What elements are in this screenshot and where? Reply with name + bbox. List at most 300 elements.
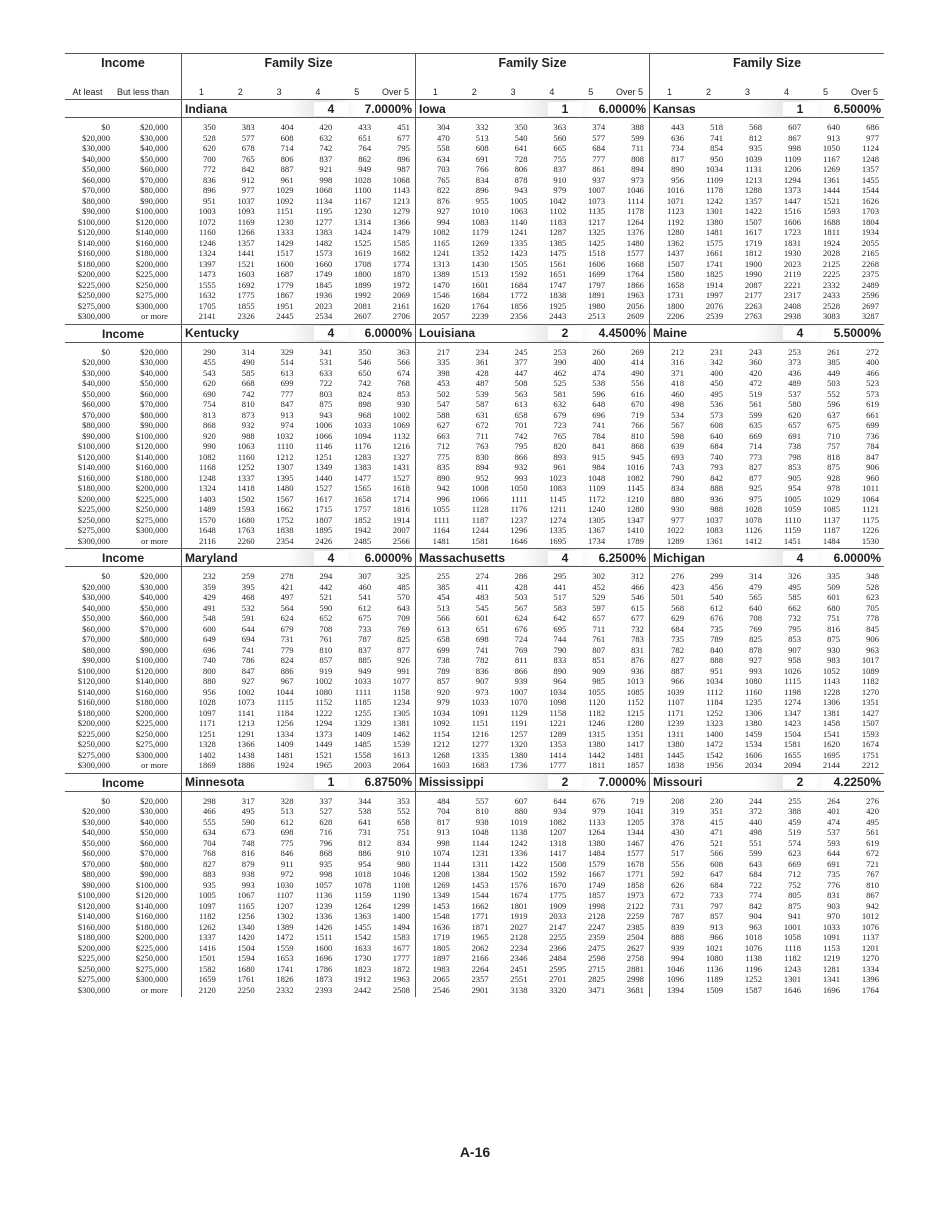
table-cell: 230 xyxy=(710,795,723,806)
table-cell: 2166 xyxy=(471,953,489,963)
table-cell: 1579 xyxy=(587,858,606,869)
table-cell: 420 xyxy=(319,122,333,132)
table-cell: 383 xyxy=(241,122,255,132)
table-cell: 1655 xyxy=(783,749,801,760)
table-cell: 1248 xyxy=(861,153,879,164)
table-cell: 1420 xyxy=(237,932,255,942)
table-cell: 793 xyxy=(710,462,723,472)
table-row xyxy=(416,483,649,494)
table-cell: 1761 xyxy=(237,974,255,984)
table-cell: 1151 xyxy=(471,718,489,728)
table-cell: 2268 xyxy=(861,258,879,269)
table-row xyxy=(416,525,649,536)
table-cell: 738 xyxy=(436,655,450,665)
table-cell: 1703 xyxy=(861,206,879,216)
table-cell: 1425 xyxy=(587,237,606,248)
table-cell: 1869 xyxy=(198,760,216,770)
income-row xyxy=(65,259,181,270)
income-row xyxy=(65,571,181,582)
table-cell: 840 xyxy=(710,644,723,655)
table-cell: 880 xyxy=(514,806,528,816)
income-less-than: $200,000 xyxy=(135,932,168,942)
table-cell: 680 xyxy=(827,602,840,613)
table-cell: 1749 xyxy=(587,879,606,890)
table-cell: 1852 xyxy=(353,514,372,525)
table-cell: 663 xyxy=(436,430,450,441)
table-cell: 517 xyxy=(671,848,684,858)
table-cell: 1158 xyxy=(393,686,410,697)
table-cell: 607 xyxy=(514,795,528,806)
table-cell: 1751 xyxy=(861,749,879,760)
table-cell: 1577 xyxy=(626,848,644,858)
table-cell: 943 xyxy=(514,185,528,195)
table-cell: 3471 xyxy=(587,984,606,995)
table-row xyxy=(182,613,415,624)
table-cell: 1481 xyxy=(626,749,644,760)
table-cell: 837 xyxy=(319,153,333,164)
table-cell: 436 xyxy=(788,367,801,378)
table-cell: 744 xyxy=(553,634,567,644)
table-cell: 1455 xyxy=(353,921,372,932)
table-cell: 847 xyxy=(241,665,255,676)
table-cell: 278 xyxy=(280,571,294,581)
table-cell: 1029 xyxy=(276,185,294,195)
table-row xyxy=(416,515,649,526)
table-cell: 2359 xyxy=(587,932,606,942)
table-cell: 628 xyxy=(319,816,333,827)
table-cell: 563 xyxy=(514,388,528,399)
income-less-than: $80,000 xyxy=(140,634,168,644)
table-cell: 1620 xyxy=(432,300,450,311)
table-cell: 1050 xyxy=(822,143,840,153)
table-cell: 1108 xyxy=(393,879,410,890)
table-cell: 741 xyxy=(592,420,606,430)
table-cell: 613 xyxy=(280,367,294,378)
table-row xyxy=(182,206,415,217)
table-cell: 768 xyxy=(202,848,216,858)
table-cell: 862 xyxy=(358,153,372,164)
table-row xyxy=(416,206,649,217)
income-less-than: $140,000 xyxy=(135,227,168,237)
table-cell: 517 xyxy=(553,592,567,602)
table-cell: 1445 xyxy=(666,749,684,760)
table-cell: 1228 xyxy=(822,686,840,697)
family-size-title: Family Size xyxy=(264,56,333,70)
table-cell: 1311 xyxy=(667,728,684,739)
table-cell: 596 xyxy=(827,399,840,409)
table-cell: 810 xyxy=(866,879,879,890)
table-cell: 2607 xyxy=(353,311,372,321)
table-cell: 1789 xyxy=(626,535,644,546)
state-header-kentucky xyxy=(182,324,416,343)
table-cell: 1521 xyxy=(315,749,333,760)
table-cell: 993 xyxy=(749,665,762,676)
table-cell: 1222 xyxy=(315,707,333,718)
table-row xyxy=(182,410,415,421)
table-cell: 1069 xyxy=(392,420,410,430)
income-at-least: $50,000 xyxy=(82,837,110,848)
table-cell: 1070 xyxy=(510,697,528,707)
table-row xyxy=(182,708,415,719)
table-cell: 1530 xyxy=(861,535,879,546)
table-cell: 1146 xyxy=(315,441,333,451)
table-cell: 1357 xyxy=(237,237,255,248)
table-cell: 585 xyxy=(241,367,255,378)
state-values-massachusetts xyxy=(416,567,650,773)
table-cell: 1963 xyxy=(626,290,644,300)
table-cell: 378 xyxy=(671,816,684,827)
table-cell: 1380 xyxy=(587,739,606,749)
table-cell: 1008 xyxy=(471,483,489,493)
table-row xyxy=(182,185,415,196)
table-cell: 1426 xyxy=(315,921,333,932)
table-cell: 743 xyxy=(671,462,684,472)
table-row xyxy=(650,655,884,666)
table-cell: 259 xyxy=(241,571,255,581)
table-cell: 612 xyxy=(358,602,372,613)
table-cell: 1221 xyxy=(549,718,567,728)
table-cell: 1699 xyxy=(587,269,606,279)
table-cell: 2027 xyxy=(510,921,528,932)
income-less-than: $20,000 xyxy=(140,346,168,357)
income-at-least: $225,000 xyxy=(77,728,110,739)
table-cell: 684 xyxy=(710,879,723,890)
table-cell: 928 xyxy=(827,472,840,483)
table-cell: 1696 xyxy=(315,953,333,963)
table-cell: 1307 xyxy=(276,462,294,472)
table-cell: 1329 xyxy=(353,718,372,728)
table-cell: 2023 xyxy=(783,258,801,269)
table-cell: 766 xyxy=(631,420,644,430)
table-cell: 546 xyxy=(358,357,372,367)
table-cell: 670 xyxy=(631,399,644,409)
table-cell: 1071 xyxy=(666,195,684,206)
table-cell: 532 xyxy=(241,602,255,613)
table-cell: 754 xyxy=(202,399,216,409)
table-cell: 398 xyxy=(436,367,450,378)
table-cell: 1383 xyxy=(315,227,333,237)
table-cell: 474 xyxy=(592,367,606,378)
table-cell: 2094 xyxy=(783,760,801,770)
table-cell: 1281 xyxy=(822,963,840,974)
table-cell: 1909 xyxy=(549,900,567,911)
table-cell: 1429 xyxy=(276,237,294,248)
table-cell: 2408 xyxy=(783,300,801,311)
state-header-michigan xyxy=(650,548,884,567)
income-row xyxy=(65,817,181,828)
table-cell: 1539 xyxy=(392,739,410,749)
income-less-than: $120,000 xyxy=(135,665,168,676)
table-cell: 1083 xyxy=(705,525,723,535)
table-cell: 1508 xyxy=(549,858,567,869)
table-cell: 1210 xyxy=(626,493,644,504)
table-cell: 1402 xyxy=(198,749,216,760)
table-cell: 837 xyxy=(553,164,567,174)
table-cell: 1592 xyxy=(510,269,528,279)
table-cell: 1723 xyxy=(783,227,801,237)
table-cell: 1507 xyxy=(666,258,684,269)
income-less-than: $225,000 xyxy=(135,718,168,728)
state-name: Michigan xyxy=(653,550,706,565)
table-cell: 1159 xyxy=(354,890,372,900)
table-cell: 608 xyxy=(710,858,723,869)
income-row xyxy=(65,473,181,484)
table-cell: 1651 xyxy=(549,269,567,279)
income-row xyxy=(65,122,181,133)
table-cell: 420 xyxy=(749,367,762,378)
table-cell: 768 xyxy=(397,378,410,388)
table-cell: 827 xyxy=(749,462,762,472)
table-cell: 1544 xyxy=(861,185,879,195)
table-row xyxy=(416,420,649,431)
table-cell: 2598 xyxy=(587,953,606,963)
table-row xyxy=(182,494,415,505)
table-row xyxy=(416,196,649,207)
table-cell: 1246 xyxy=(587,718,606,728)
income-row xyxy=(65,592,181,603)
table-cell: 806 xyxy=(280,153,294,164)
table-cell: 836 xyxy=(475,665,489,676)
table-row xyxy=(650,964,884,975)
table-cell: 316 xyxy=(671,357,684,367)
income-at-least: $100,000 xyxy=(77,665,110,676)
table-cell: 619 xyxy=(866,399,879,409)
income-less-than: $160,000 xyxy=(135,686,168,697)
table-cell: 966 xyxy=(710,932,723,942)
table-cell: 1013 xyxy=(626,676,644,686)
income-at-least: $140,000 xyxy=(77,237,110,248)
table-row xyxy=(182,175,415,186)
table-cell: 1080 xyxy=(705,953,723,963)
table-cell: 1459 xyxy=(744,728,762,739)
table-cell: 932 xyxy=(241,420,255,430)
table-cell: 711 xyxy=(631,143,644,153)
table-cell: 1185 xyxy=(354,697,372,707)
table-cell: 797 xyxy=(710,900,723,911)
table-cell: 1423 xyxy=(783,718,801,728)
table-cell: 701 xyxy=(514,420,528,430)
family-size-col-label: 5 xyxy=(822,87,828,97)
table-cell: 385 xyxy=(827,357,840,367)
table-cell: 708 xyxy=(319,623,333,634)
table-cell: 1251 xyxy=(198,728,216,739)
table-cell: 661 xyxy=(866,409,879,420)
table-cell: 1670 xyxy=(549,879,567,890)
income-row xyxy=(65,750,181,761)
income-row xyxy=(65,869,181,880)
table-cell: 1771 xyxy=(626,869,644,879)
family-size-col-label: 1 xyxy=(666,87,672,97)
income-row xyxy=(65,729,181,740)
table-cell: 1226 xyxy=(861,525,879,535)
table-cell: 363 xyxy=(553,122,567,132)
table-cell: 827 xyxy=(202,858,216,869)
table-cell: 691 xyxy=(788,430,801,441)
table-cell: 1363 xyxy=(353,911,372,921)
table-cell: 2259 xyxy=(626,911,644,921)
income-less-than: $140,000 xyxy=(135,451,168,462)
table-cell: 973 xyxy=(475,686,489,697)
table-cell: 846 xyxy=(280,848,294,858)
table-cell: 1561 xyxy=(549,258,567,269)
table-row xyxy=(416,269,649,280)
table-cell: 719 xyxy=(631,795,644,806)
income-row xyxy=(65,645,181,656)
state-header-missouri xyxy=(650,773,884,792)
table-row xyxy=(650,718,884,729)
table-cell: 348 xyxy=(866,571,879,581)
table-cell: 1397 xyxy=(198,258,216,269)
table-cell: 1082 xyxy=(626,472,644,483)
table-cell: 1380 xyxy=(666,739,684,749)
table-cell: 1134 xyxy=(315,195,333,206)
table-cell: 816 xyxy=(827,623,840,634)
table-cell: 314 xyxy=(749,571,762,581)
table-cell: 449 xyxy=(827,367,840,378)
table-cell: 699 xyxy=(866,420,879,430)
table-cell: 1037 xyxy=(705,514,723,525)
income-at-least: $180,000 xyxy=(77,483,110,493)
table-cell: 1279 xyxy=(392,206,410,216)
income-at-least: $300,000 xyxy=(77,311,110,321)
table-row xyxy=(650,848,884,859)
table-cell: 1333 xyxy=(276,227,294,237)
table-cell: 615 xyxy=(631,602,644,613)
table-cell: 474 xyxy=(827,816,840,827)
table-cell: 998 xyxy=(788,143,801,153)
table-cell: 1592 xyxy=(549,869,567,879)
table-cell: 1662 xyxy=(471,900,489,911)
table-cell: 1055 xyxy=(432,504,450,514)
table-cell: 964 xyxy=(553,676,567,686)
table-cell: 742 xyxy=(514,430,528,441)
income-row xyxy=(65,431,181,442)
table-cell: 2385 xyxy=(626,921,644,932)
table-cell: 598 xyxy=(671,430,684,441)
table-cell: 276 xyxy=(866,795,879,806)
table-cell: 951 xyxy=(202,195,216,206)
table-cell: 1912 xyxy=(353,974,372,984)
table-cell: 782 xyxy=(475,655,489,665)
table-cell: 1831 xyxy=(783,237,801,248)
table-cell: 385 xyxy=(436,581,450,592)
table-cell: 1558 xyxy=(353,749,372,760)
table-row xyxy=(416,880,649,891)
table-cell: 1559 xyxy=(276,942,294,953)
table-cell: 1005 xyxy=(198,890,216,900)
table-row xyxy=(416,687,649,698)
table-cell: 1992 xyxy=(353,290,372,300)
table-cell: 896 xyxy=(202,185,216,195)
table-cell: 588 xyxy=(436,409,450,420)
table-row xyxy=(182,504,415,515)
income-at-least: $90,000 xyxy=(82,655,110,665)
table-cell: 921 xyxy=(319,164,333,174)
table-cell: 812 xyxy=(749,132,762,143)
income-less-than: $60,000 xyxy=(140,388,168,399)
table-cell: 1646 xyxy=(783,984,801,995)
table-cell: 807 xyxy=(592,644,606,655)
table-cell: 732 xyxy=(631,623,644,634)
table-cell: 232 xyxy=(202,571,216,581)
table-cell: 2508 xyxy=(392,984,410,995)
table-cell: 1541 xyxy=(822,728,840,739)
income-at-least: $90,000 xyxy=(82,430,110,441)
table-cell: 528 xyxy=(202,132,216,143)
table-cell: 328 xyxy=(280,795,294,806)
table-row xyxy=(650,259,884,270)
table-cell: 1442 xyxy=(587,749,606,760)
table-cell: 307 xyxy=(358,571,372,581)
table-row xyxy=(650,901,884,912)
table-cell: 260 xyxy=(592,346,606,357)
table-cell: 2758 xyxy=(626,953,644,963)
table-cell: 640 xyxy=(827,122,840,132)
table-cell: 2701 xyxy=(549,974,567,984)
state-header-massachusetts xyxy=(416,548,650,567)
table-cell: 1458 xyxy=(822,718,840,728)
table-row xyxy=(416,504,649,515)
table-cell: 1719 xyxy=(744,237,762,248)
table-cell: 738 xyxy=(788,441,801,451)
table-cell: 1763 xyxy=(237,525,255,535)
table-row xyxy=(182,890,415,901)
table-cell: 2393 xyxy=(315,984,333,995)
table-cell: 2247 xyxy=(587,921,606,932)
income-at-least: $250,000 xyxy=(77,290,110,300)
table-cell: 1048 xyxy=(587,472,606,483)
income-row xyxy=(65,483,181,494)
table-row xyxy=(650,645,884,656)
table-cell: 888 xyxy=(710,655,723,665)
income-ranges xyxy=(65,792,182,998)
table-row xyxy=(650,347,884,358)
table-row xyxy=(650,462,884,473)
state-tax-rate: 4.2250% xyxy=(833,775,881,789)
table-row xyxy=(182,676,415,687)
table-cell: 1294 xyxy=(783,174,801,185)
table-cell: 459 xyxy=(788,816,801,827)
table-row xyxy=(416,985,649,996)
table-cell: 1527 xyxy=(315,483,333,493)
table-cell: 1517 xyxy=(276,248,294,258)
table-cell: 779 xyxy=(280,644,294,655)
table-cell: 1034 xyxy=(549,686,567,697)
table-cell: 1963 xyxy=(392,974,410,984)
table-cell: 658 xyxy=(436,634,450,644)
table-row xyxy=(416,974,649,985)
income-row xyxy=(65,280,181,291)
income-title: Income xyxy=(101,56,145,70)
table-cell: 1085 xyxy=(822,504,840,514)
state-name: Missouri xyxy=(653,775,703,789)
income-row xyxy=(65,133,181,144)
state-tax-rate: 4.4500% xyxy=(598,326,646,340)
table-cell: 2715 xyxy=(587,963,606,974)
income-at-least: $70,000 xyxy=(82,409,110,420)
table-row xyxy=(650,515,884,526)
table-row xyxy=(416,739,649,750)
table-cell: 479 xyxy=(749,581,762,592)
table-cell: 1115 xyxy=(276,697,294,707)
table-cell: 1601 xyxy=(471,279,489,290)
income-row xyxy=(65,859,181,870)
table-cell: 1771 xyxy=(471,911,489,921)
table-row xyxy=(182,796,415,807)
table-cell: 304 xyxy=(436,122,450,132)
table-cell: 561 xyxy=(866,827,879,837)
table-row xyxy=(416,185,649,196)
